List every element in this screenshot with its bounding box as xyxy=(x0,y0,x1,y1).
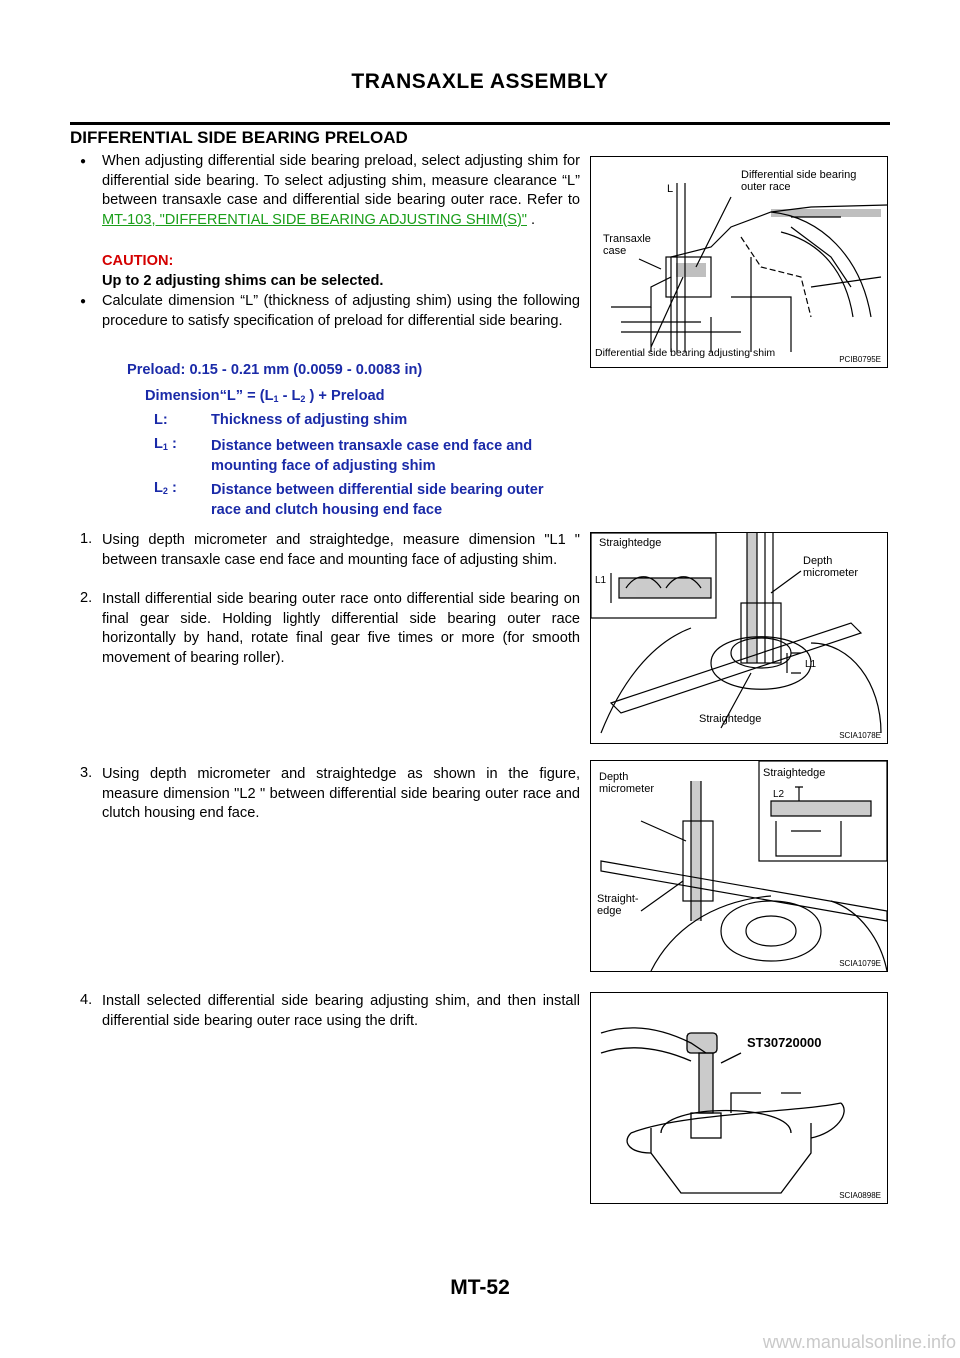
figure-drift-install xyxy=(590,992,888,1204)
figure-2-label-depth-micrometer: Depth micrometer xyxy=(803,555,859,579)
figure-3-label-straightedge: Straightedge xyxy=(763,767,826,779)
bullet-2: Calculate dimension “L” (thickness of adjusting shim) using the following procedure to satisfy specification of preload for differential side bearing. xyxy=(102,293,580,329)
bullet-1-text: When adjusting differential side bearing preload, select adjusting shim for differential side bearing. To select adjusting shim, measure clearance “L” between transaxle case and differential side bearing outer race. Refer to xyxy=(102,153,580,208)
bullet-icon: ● xyxy=(80,156,87,167)
figure-1-label-L: L xyxy=(667,183,674,195)
def-term-L2-text: L xyxy=(154,480,163,496)
preload-spec: Preload: 0.15 - 0.21 mm (0.0059 - 0.0083 in) xyxy=(127,362,423,378)
bullet-1 xyxy=(102,152,580,230)
step-4-text: Install selected differential side bearing adjusting shim, and then install differential side bearing outer race using the drift. xyxy=(102,993,580,1029)
dimension-formula xyxy=(145,388,385,404)
figure-3-label-L2: L2 xyxy=(773,789,785,800)
step-number: 2. xyxy=(80,590,93,606)
def-desc-L2: Distance between differential side bearing outer race and clutch housing end face xyxy=(211,482,544,518)
step-number: 3. xyxy=(80,765,93,781)
site-watermark: www.manualsonline.info xyxy=(762,1332,956,1352)
bullet-icon: ● xyxy=(80,296,87,307)
page-number: MT-52 xyxy=(450,1276,510,1299)
figure-3-label-straight-edge: Straight- edge xyxy=(597,893,639,917)
caution-title: CAUTION: xyxy=(102,253,174,269)
figure-2-label-straightedge-bottom: Straightedge xyxy=(699,713,762,725)
formula-sub2: 2 xyxy=(300,394,306,404)
figure-3-code: SCIA1079E xyxy=(839,959,881,968)
figure-1-label-outer-race: Differential side bearing outer race xyxy=(741,169,857,193)
figure-bearing-cross-section xyxy=(590,156,888,368)
step-number: 1. xyxy=(80,531,93,547)
figure-3-label-depth-micrometer: Depth micrometer xyxy=(599,771,655,795)
figure-depth-micrometer-l1 xyxy=(590,532,888,744)
def-desc-L1: Distance between transaxle case end face and mounting face of adjusting shim xyxy=(211,438,533,474)
page-title: TRANSAXLE ASSEMBLY xyxy=(351,70,609,93)
def-term-L1-text: L xyxy=(154,436,163,452)
step-number: 4. xyxy=(80,992,93,1008)
formula-prefix: Dimension“L” = (L xyxy=(145,388,274,404)
def-term-L1 xyxy=(154,436,177,452)
def-term-L: L: xyxy=(154,412,168,428)
def-term-L1-colon: : xyxy=(167,436,177,452)
section-title: DIFFERENTIAL SIDE BEARING PRELOAD xyxy=(70,128,408,147)
step-1-text: Using depth micrometer and straightedge, measure dimension "L1 " between transaxle case end face and mounting face of adjusting shim. xyxy=(102,532,580,568)
caution-block xyxy=(102,252,580,291)
def-term-L2-colon: : xyxy=(167,480,177,496)
figure-2-label-L1: L1 xyxy=(805,659,817,670)
figure-2-label-straightedge-top: Straightedge xyxy=(599,537,662,549)
caution-text: Up to 2 adjusting shims can be selected. xyxy=(102,272,384,289)
formula-suffix: ) + Preload xyxy=(305,388,385,404)
bullet-1-end: . xyxy=(527,211,536,228)
figure-1-label-case: Transaxle case xyxy=(603,233,651,257)
def-desc-L: Thickness of adjusting shim xyxy=(211,412,408,428)
figure-1-code: PCIB0795E xyxy=(839,355,881,364)
figure-depth-micrometer-l2 xyxy=(590,760,888,972)
figure-4-drawing xyxy=(591,993,887,1203)
def-term-L2-sub: 2 xyxy=(162,486,168,496)
title-rule xyxy=(70,122,890,125)
reference-link[interactable]: MT-103, "DIFFERENTIAL SIDE BEARING ADJUSTING SHIM(S)" xyxy=(102,211,527,228)
def-term-L1-sub: 1 xyxy=(162,442,168,452)
figure-2-code: SCIA1078E xyxy=(839,731,881,740)
figure-1-label-shim: Differential side bearing adjusting shim xyxy=(595,347,776,359)
def-term-L2 xyxy=(154,480,177,496)
formula-sub1: 1 xyxy=(273,394,279,404)
figure-2-label-L1-inset: L1 xyxy=(595,575,607,586)
formula-mid: - L xyxy=(278,388,301,404)
step-2-text: Install differential side bearing outer race onto differential side bearing on final gear side. Holding lightly differential side bearing outer race horizontally by hand, rotate final gear five times or more (for smooth movement of bearing roller). xyxy=(102,591,580,666)
figure-4-code: SCIA0898E xyxy=(839,1191,881,1200)
step-3-text: Using depth micrometer and straightedge as shown in the figure, measure dimension "L2 " between differential side bearing outer race and clutch housing end face. xyxy=(102,766,580,821)
figure-4-label-tool: ST30720000 xyxy=(747,1035,822,1050)
